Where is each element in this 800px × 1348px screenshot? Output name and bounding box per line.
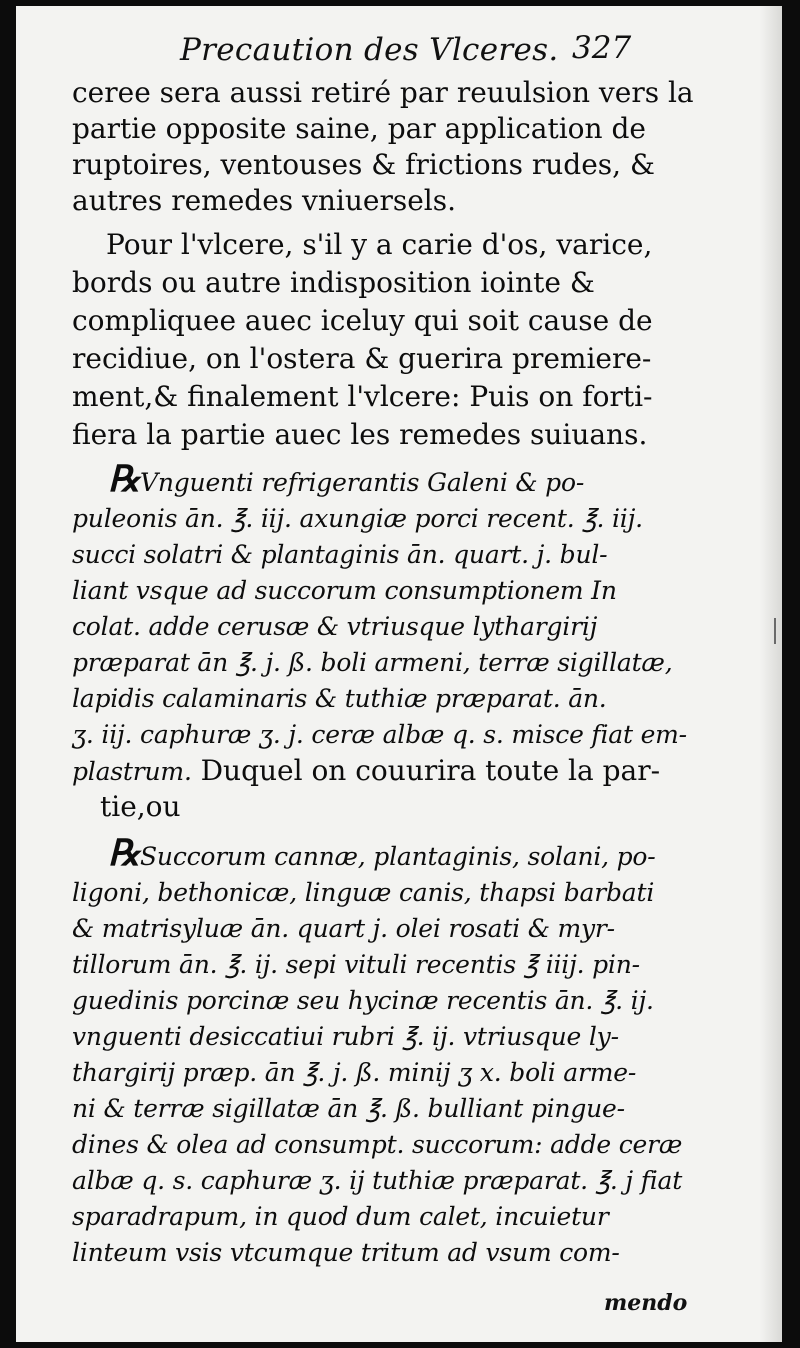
margin-mark bbox=[774, 618, 776, 644]
recipe-line-mixed bbox=[72, 754, 676, 789]
text-line: recidiue, on l'ostera & guerira premiere- bbox=[72, 342, 652, 375]
book-page bbox=[16, 6, 782, 1342]
recipe-symbol: ℞ bbox=[108, 458, 141, 500]
recipe-line: ligoni, bethonicæ, linguæ canis, thapsi barbati bbox=[72, 878, 655, 907]
text-line: ceree sera aussi retiré par reuulsion vers la bbox=[72, 76, 694, 109]
running-title: Precaution des Vlceres. bbox=[180, 32, 559, 68]
recipe-line: dines & olea ad consumpt. succorum: adde ceræ bbox=[72, 1130, 683, 1159]
page-number: 327 bbox=[572, 30, 632, 66]
recipe-line: albæ q. s. caphuræ ʒ. ij tuthiæ præparat. ℥. j fiat bbox=[72, 1166, 683, 1195]
catchword: mendo bbox=[604, 1290, 688, 1316]
text-line: ruptoires, ventouses & frictions rudes, & bbox=[72, 148, 655, 181]
text-line: tie,ou bbox=[100, 790, 181, 823]
recipe-line: ni & terræ sigillatæ ān ℥. ß. bulliant pingue- bbox=[72, 1094, 625, 1123]
text-line: partie opposite saine, par application de bbox=[72, 112, 646, 145]
recipe-line: guedinis porcinæ seu hycinæ recentis ān. ℥. ij. bbox=[72, 986, 654, 1015]
recipe-line: vnguenti desiccatiui rubri ℥. ij. vtriusque ly- bbox=[72, 1022, 619, 1051]
recipe-line: colat. adde cerusæ & vtriusque lythargirij bbox=[72, 612, 598, 641]
text-line: compliquee auec iceluy qui soit cause de bbox=[72, 304, 653, 337]
text-line: Pour l'vlcere, s'il y a carie d'os, varice, bbox=[106, 228, 653, 261]
recipe-line: præparat ān ℥. j. ß. boli armeni, terræ sigillatæ, bbox=[72, 648, 673, 677]
recipe-symbol: ℞ bbox=[108, 832, 141, 874]
recipe-line: ʒ. iij. caphuræ ʒ. j. ceræ albæ q. s. misce fiat em- bbox=[72, 720, 687, 749]
text-line: ment,& finalement l'vlcere: Puis on forti- bbox=[72, 380, 653, 413]
text-line: fiera la partie auec les remedes suiuans. bbox=[72, 418, 648, 451]
recipe-line: linteum vsis vtcumque tritum ad vsum com- bbox=[72, 1238, 620, 1267]
recipe-line-roman: Duquel on couurira toute la par- bbox=[191, 754, 661, 787]
text-line: bords ou autre indisposition iointe & bbox=[72, 266, 595, 299]
text-line: autres remedes vniuersels. bbox=[72, 184, 457, 217]
recipe-line: & matrisyluæ ān. quart j. olei rosati & myr- bbox=[72, 914, 615, 943]
recipe-line: sparadrapum, in quod dum calet, incuietur bbox=[72, 1202, 609, 1231]
recipe-line-italic: plastrum. bbox=[72, 757, 192, 786]
page-edge-shadow bbox=[760, 6, 782, 1342]
recipe-line: lapidis calaminaris & tuthiæ præparat. ān. bbox=[72, 684, 607, 713]
recipe-line: Succorum cannæ, plantaginis, solani, po- bbox=[140, 842, 656, 871]
recipe-line: succi solatri & plantaginis ān. quart. j. bul- bbox=[72, 540, 608, 569]
recipe-line: thargirij præp. ān ℥. j. ß. minij ʒ x. boli arme- bbox=[72, 1058, 637, 1087]
recipe-line: puleonis ān. ℥. iij. axungiæ porci recent. ℥. iij. bbox=[72, 504, 643, 533]
recipe-line: liant vsque ad succorum consumptionem In bbox=[72, 576, 617, 605]
recipe-line: Vnguenti refrigerantis Galeni & po- bbox=[140, 468, 585, 497]
recipe-line: tillorum ān. ℥. ij. sepi vituli recentis ℥ iiij. pin- bbox=[72, 950, 640, 979]
